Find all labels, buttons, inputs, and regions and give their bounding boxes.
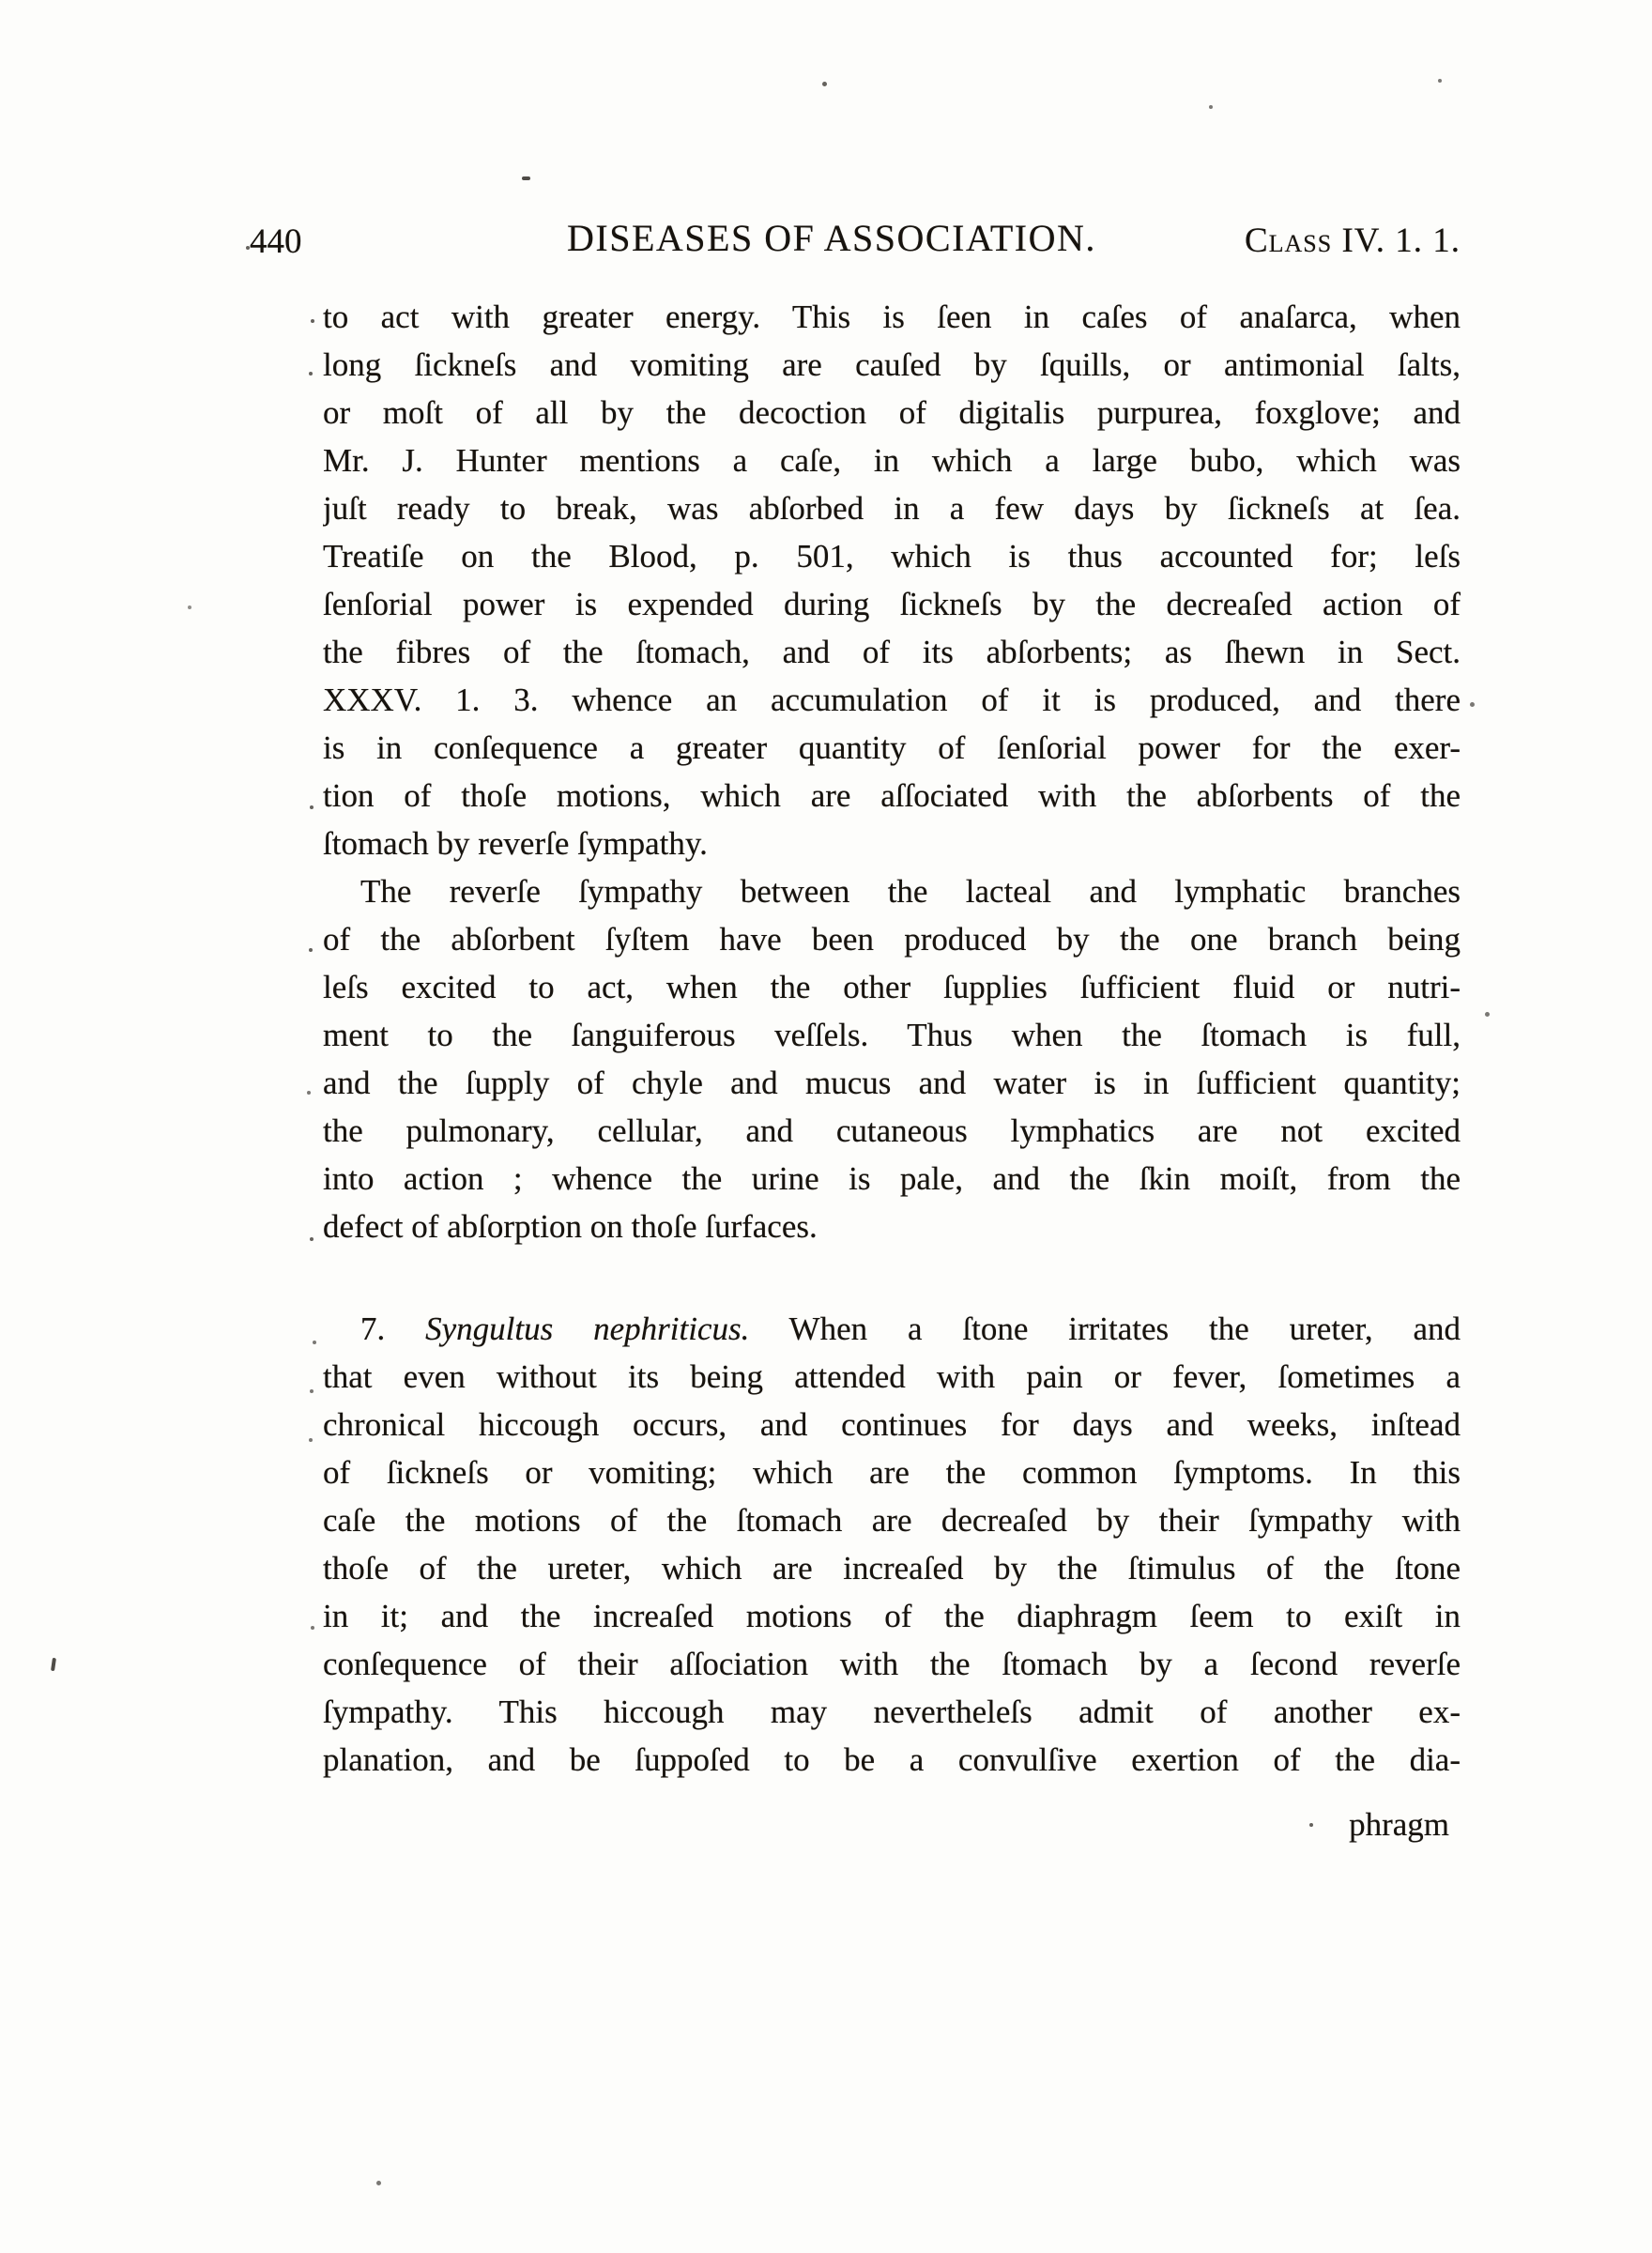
scan-speck: [188, 605, 191, 609]
text-line: or moſt of all by the decoction of digitalis purpurea, foxglove; and: [323, 394, 1461, 431]
catchword: phragm: [1349, 1806, 1449, 1843]
text-line: and the ſupply of chyle and mucus and water is in ſufficient quantity;: [323, 1065, 1461, 1101]
scan-speck: [1309, 1823, 1313, 1827]
scan-speck: [310, 805, 314, 809]
text-segment: 7.: [360, 1310, 426, 1347]
text-block: [323, 293, 1461, 1784]
running-title: DISEASES OF ASSOCIATION.: [567, 217, 1096, 259]
text-line: to act with greater energy. This is ſeen in caſes of anaſarca, when: [323, 299, 1461, 335]
text-line: defect of abſorption on thoſe ſurfaces.: [323, 1208, 818, 1245]
text-line: of ſickneſs or vomiting; which are the common ſymptoms. In this: [323, 1454, 1461, 1491]
scan-speck: [310, 1389, 314, 1393]
scan-speck: [307, 1091, 311, 1095]
text-line: in it; and the increaſed motions of the diaphragm ſeem to exiſt in: [323, 1598, 1461, 1634]
scan-speck: [1485, 1012, 1490, 1017]
text-line: Treatiſe on the Blood, p. 501, which is thus accounted for; leſs: [323, 538, 1461, 575]
text-line: the pulmonary, cellular, and cutaneous lymphatics are not excited: [323, 1112, 1461, 1149]
paragraph: [323, 1305, 1461, 1784]
text-line: ſtomach by reverſe ſympathy.: [323, 825, 708, 862]
text-line: the fibres of the ſtomach, and of its abſorbents; as ſhewn in Sect.: [323, 634, 1461, 670]
class-section-label: Class IV. 1. 1.: [1244, 222, 1461, 260]
scan-speck: [246, 246, 250, 250]
scan-speck: [313, 1341, 316, 1344]
scan-speck: [309, 1438, 313, 1442]
scan-speck: [1209, 105, 1213, 109]
text-line: into action ; whence the urine is pale, and the ſkin moiſt, from the: [323, 1160, 1461, 1197]
paragraph: [323, 293, 1461, 867]
scan-speck: [1438, 79, 1442, 83]
text-segment: When a ſtone irritates the ureter, and: [749, 1310, 1461, 1347]
scan-speck: [1470, 702, 1475, 707]
text-line: [323, 1305, 1461, 1353]
scan-speck: [311, 1626, 314, 1630]
text-line: leſs excited to act, when the other ſupplies ſufficient fluid or nutri-: [323, 969, 1461, 1005]
text-line: is in conſequence a greater quantity of ſenſorial power for the exer-: [323, 729, 1461, 766]
text-line: that even without its being attended with pain or fever, ſometimes a: [323, 1358, 1461, 1395]
text-line: of the abſorbent ſyſtem have been produced by the one branch being: [323, 921, 1461, 958]
text-line: ment to the ſanguiferous veſſels. Thus when the ſtomach is full,: [323, 1017, 1461, 1053]
text-line: chronical hiccough occurs, and continues for days and weeks, inſtead: [323, 1406, 1461, 1443]
scan-speck: [522, 176, 530, 180]
text-line: ſenſorial power is expended during ſickneſs by the decreaſed action of: [323, 586, 1461, 622]
text-line: juſt ready to break, was abſorbed in a few days by ſickneſs at ſea.: [323, 490, 1461, 527]
text-line: thoſe of the ureter, which are increaſed by the ſtimulus of the ſtone: [323, 1550, 1461, 1586]
catchword-row: [323, 1801, 1449, 1848]
text-line: XXXV. 1. 3. whence an accumulation of it is produced, and there: [323, 682, 1461, 718]
text-line: long ſickneſs and vomiting are cauſed by ſquills, or antimonial ſalts,: [323, 346, 1461, 383]
scan-speck: [310, 1237, 314, 1241]
text-line: conſequence of their aſſociation with the ſtomach by a ſecond reverſe: [323, 1646, 1461, 1682]
scan-speck: [51, 1658, 56, 1671]
scan-speck: [309, 372, 313, 376]
scan-speck: [376, 2181, 381, 2185]
text-line: Mr. J. Hunter mentions a caſe, in which a large bubo, which was: [323, 442, 1461, 479]
page-number: 440: [250, 222, 302, 261]
paragraph: [323, 867, 1461, 1250]
scan-speck: [309, 948, 313, 952]
text-line: caſe the motions of the ſtomach are decreaſed by their ſympathy with: [323, 1502, 1461, 1539]
text-line: tion of thoſe motions, which are aſſociated with the abſorbents of the: [323, 777, 1461, 814]
italic-phrase: Syngultus nephriticus.: [425, 1310, 750, 1347]
text-line: The reverſe ſympathy between the lacteal and lymphatic branches: [360, 873, 1461, 910]
scan-speck: [311, 319, 314, 323]
text-line: ſympathy. This hiccough may nevertheleſs admit of another ex-: [323, 1694, 1461, 1730]
text-line: planation, and be ſuppoſed to be a convulſive exertion of the dia-: [323, 1741, 1461, 1778]
scan-speck: [822, 82, 827, 86]
